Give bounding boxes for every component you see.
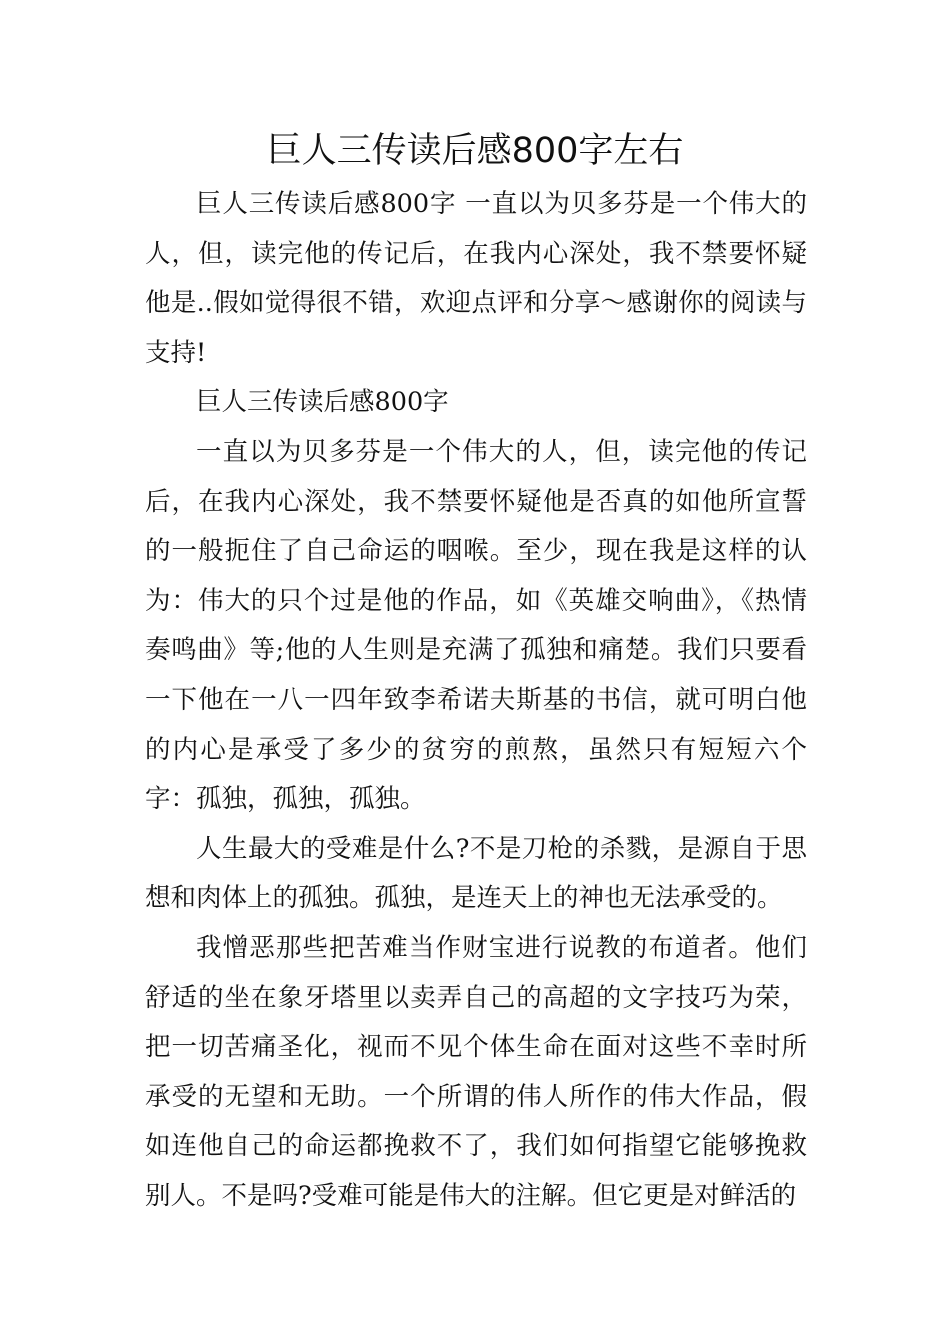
paragraph-beethoven: 一直以为贝多芬是一个伟大的人，但，读完他的传记后，在我内心深处，我不禁要怀疑他是否真的如他所宣誓的一般扼住了自己命运的咽喉。至少，现在我是这样的认为：伟大的只个过是他的作品，如《英雄交响曲》，《热情奏鸣曲》等;他的人生则是充满了孤独和痛楚。我们只要看一下他在一八一四年致李希诺夫斯基的书信，就可明白他的内心是承受了多少的贫穷的煎熬，虽然只有短短六个字：孤独，孤独，孤独。 [145, 436, 807, 815]
paragraph-preachers: 我憎恶那些把苦难当作财宝进行说教的布道者。他们舒适的坐在象牙塔里以卖弄自己的高超的文字技巧为荣，把一切苦痛圣化，视而不见个体生命在面对这些不幸时所承受的无望和无助。一个所谓的伟人所作的伟大作品，假如连他自己的命运都挽救不了，我们如何指望它能够挽救别人。不是吗?受难可能是伟大的注解。但它更是对鲜活的 [145, 932, 807, 1211]
document-title: 巨人三传读后感800字左右 [266, 131, 684, 171]
paragraph-intro: 巨人三传读后感800字 一直以为贝多芬是一个伟大的人，但，读完他的传记后，在我内心深处，我不禁要怀疑他是..假如觉得很不错，欢迎点评和分享～感谢你的阅读与支持! [145, 189, 807, 368]
paragraph-suffering: 人生最大的受难是什么?不是刀枪的杀戮，是源自于思想和肉体上的孤独。孤独，是连天上的神也无法承受的。 [145, 833, 807, 914]
document-body [145, 180, 807, 1221]
paragraph-subheading: 巨人三传读后感800字 [196, 387, 449, 418]
